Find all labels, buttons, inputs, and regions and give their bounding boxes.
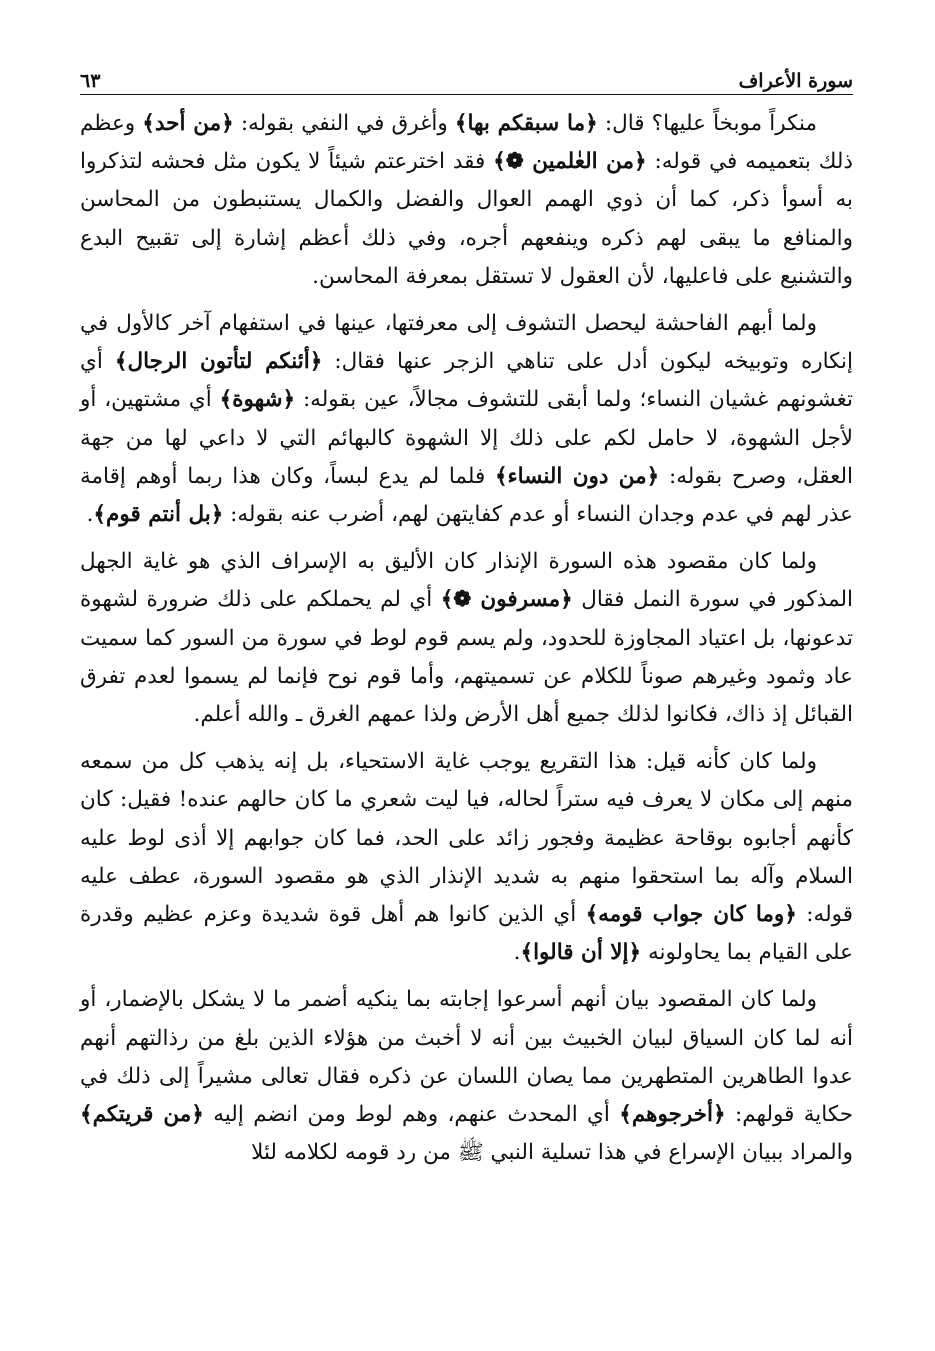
paragraph-5 [80,981,853,1172]
text-run: أي مشتهين، أو لأجل الشهوة، لا حامل لكم على ذلك إلا الشهوة كالبهائم التي لا داعي لها من جهة العقل، وصرح بقوله: [80,387,853,489]
quran-quote: ﴿ما سبقكم بها﴾ [454,111,598,136]
text-run: ولما كان كأنه قيل: هذا التقريع يوجب غاية الاستحياء، بل إنه يذهب كل من سمعه منهم إلى مكان لا يعرف فيه ستراً لحاله، فيا ليت شعري ما كان حالهم عنده! فقيل: كان كأنهم أجابوه بوقاحة عظيمة وفجور زائد على الحد، فما كان جوابهم إلا أذى لوط عليه السلام وآله بما استحقوا منهم به شديد الإنذار الذي هو مقصود السورة، عطف عليه قوله: [80,749,854,928]
text-run: ولما أبهم الفاحشة ليحصل التشوف إلى معرفتها، عينها في استفهام آخر كالأول في إنكاره وتوبيخه ليكون أدل على تناهي الزجر عنها فقال: [80,311,853,375]
text-run: أي الذين كانوا هم أهل قوة شديدة وعزم عظيم وقدرة على القيام بما يحاولونه [80,902,853,966]
surah-title: سورة الأعراف [738,70,853,92]
quran-quote: ﴿وما كان جواب قومه﴾ [585,902,797,928]
text-run: أي تغشونهم غشيان النساء؛ ولما أبقى للتشوف مجالاً، عين بقوله: [80,349,853,413]
page-body [80,105,853,1172]
text-run: منكراً موبخاً عليها؟ قال: [597,111,817,136]
text-run: فقد اخترعتم شيئاً لا يكون مثل فحشه لتذكروا به أسوأ ذكر، كما أن ذوي الهمم العوال والفضل والكمال يستنبطون من المحاسن والمنافع ما يبقى لهم ذكره وينفعهم أجره، وفي ذلك أعظم إشارة إلى تقبيح البدع والتشنيع على فاعليها، لأن العقول لا تستقل بمعرفة المحاسن. [80,149,853,289]
quran-quote: ﴿من العٰلمين ❁﴾ [493,149,647,175]
quran-quote: ﴿أخرجوهم﴾ [619,1102,726,1128]
text-run: ولما كان مقصود هذه السورة الإنذار كان الأليق به الإسراف الذي هو غاية الجهل المذكور في سورة النمل فقال [80,549,853,613]
text-run: وعظم ذلك بتعميمه في قوله: [80,111,853,175]
quran-quote: ﴿بل أنتم قوم﴾ [93,502,224,528]
quran-quote: ﴿إلا أن قالوا﴾ [520,940,642,966]
text-run: أي المحدث عنهم، وهم لوط ومن انضم إليه [203,1102,620,1128]
quran-quote: ﴿من دون النساء﴾ [494,463,660,489]
text-run: ولما كان المقصود بيان أنهم أسرعوا إجابته بما ينكيه أضمر ما لا يشكل بالإضمار، أو أنه لما كان السياق لبيان الخبيث بين أنه لا أخبث من هؤلاء الذين بلغ من رذالتهم أنهم عدوا الطاهرين المتطهرين مما يصان اللسان عن ذكره فقال تعالى مشيراً إلى ذلك في حكاية قولهم: [80,987,853,1128]
paragraph-2 [80,305,853,534]
text-run: والمراد ببيان الإسراع في هذا تسلية النبي ﷺ من رد قومه لكلامه لئلا [251,1140,853,1166]
page-header [80,52,853,92]
quran-quote: ﴿أئنكم لتأتون الرجال﴾ [114,349,323,375]
text-run: وأغرق في النفي بقوله: [233,111,455,136]
quran-quote: ﴿من قريتكم﴾ [80,1102,204,1128]
text-run: . [513,940,521,966]
text-run: فلما لم يدع لبساً، وكان هذا ربما أوهم إقامة عذر لهم في عدم وجدان النساء أو عدم كفايتهن لهم، أضرب عنه بقوله: [80,463,853,528]
paragraph-4 [80,743,853,972]
paragraph-3 [80,543,853,734]
text-run: أي لم يحملكم على ذلك ضرورة لشهوة تدعونها، بل اعتياد المجاوزة للحدود، ولم يسم قوم لوط في سورة من السور كما سميت عاد وثمود وغيرهم صوناً للكلام عن تسميتهم، وأما قوم نوح فإنما لم يسموا لعدم تفرق القبائل إذ ذاك، فكانوا لذلك جميع أهل الأرض ولذا عمهم الغرق ـ والله أعلم. [80,587,853,728]
quran-quote: ﴿شهوة﴾ [219,387,296,413]
quran-quote: ﴿مسرفون ❁﴾ [440,587,573,613]
paragraph-1 [80,105,853,296]
quran-quote: ﴿من أحد﴾ [142,111,234,136]
text-run: . [86,502,94,528]
header-rule [80,94,853,95]
page-number: ٦٣ [80,70,101,92]
